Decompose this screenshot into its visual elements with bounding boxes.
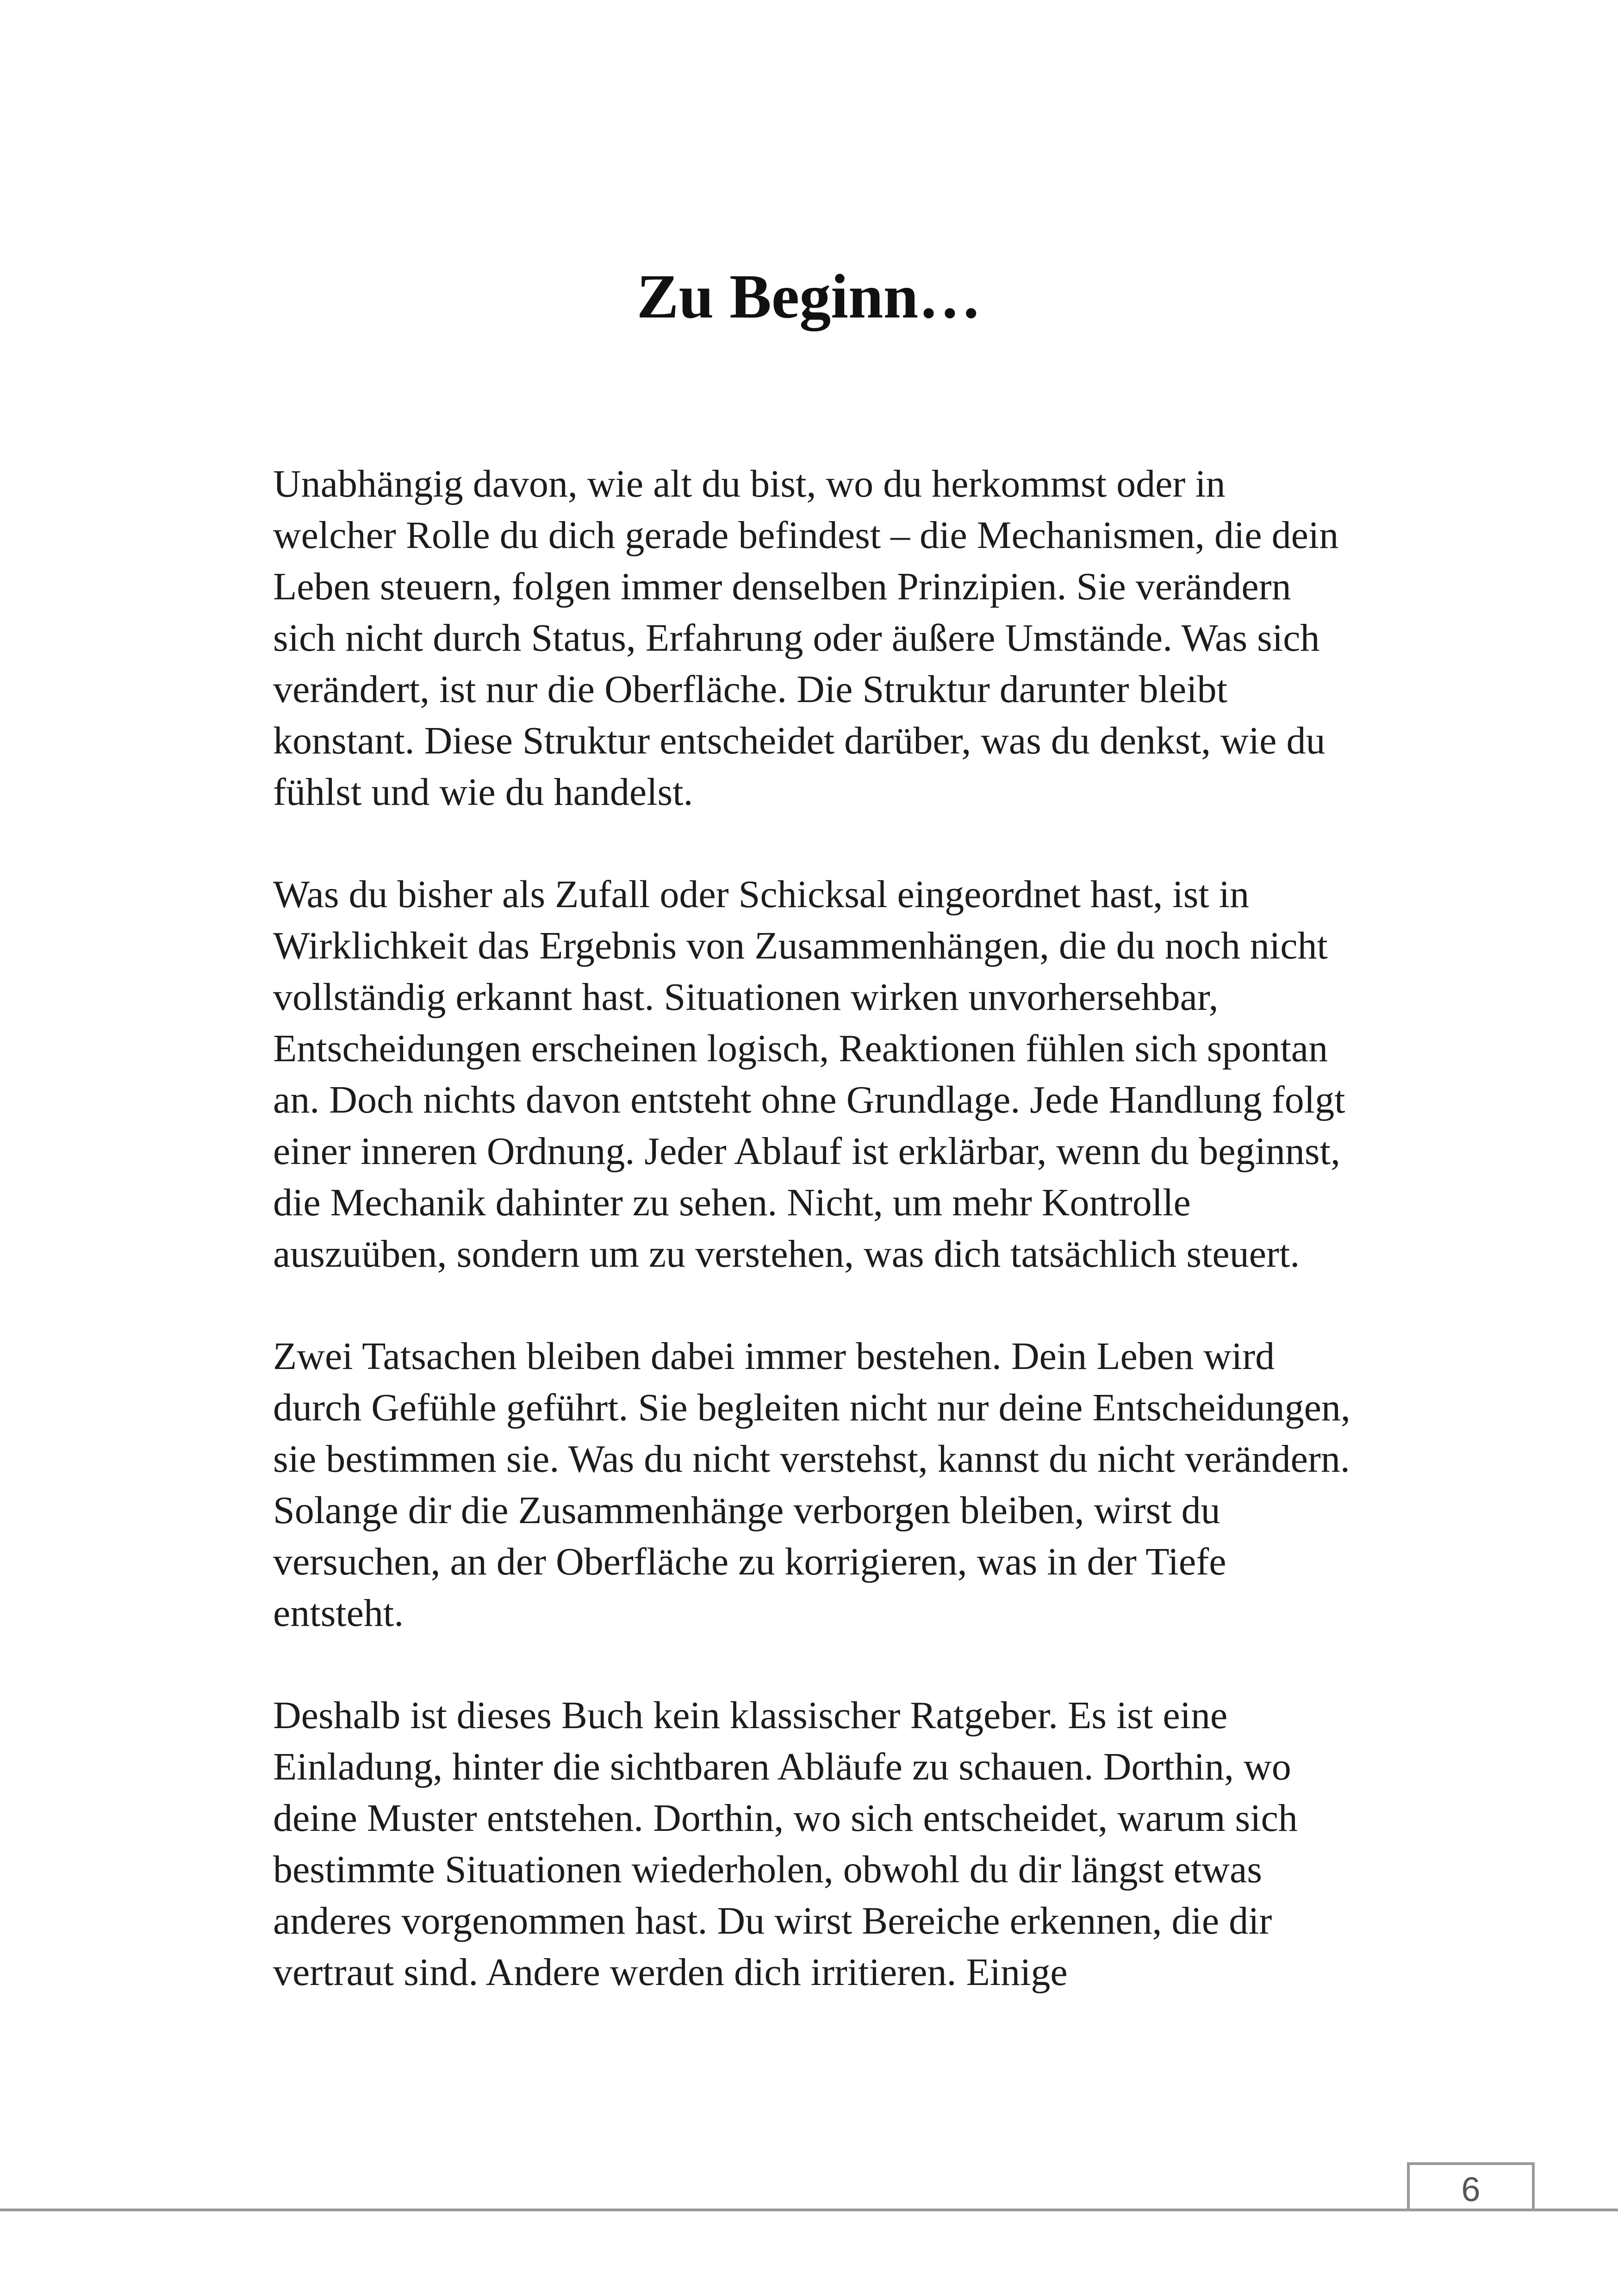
footer-rule <box>0 2209 1618 2211</box>
page-number: 6 <box>1461 2170 1481 2209</box>
paragraph: Deshalb ist dieses Buch kein klassischer Ratgeber. Es ist eine Einladung, hinter die sichtbaren Abläufe zu schauen. Dorthin, wo deine Muster entstehen. Dorthin, wo sich entscheidet, warum sich bestimmte Situationen wiederholen, obwohl du dir längst etwas anderes vorgenommen hast. Du wirst Bereiche erkennen, die dir vertraut sind. Andere werden dich irritieren. Einige <box>273 1694 1298 1994</box>
paragraph: Unabhängig davon, wie alt du bist, wo du herkommst oder in welcher Rolle du dich gerade befindest – die Mechanismen, die dein Leben steuern, folgen immer denselben Prinzipien. Sie verändern sich nicht durch Status, Erfahrung oder äußere Umstände. Was sich verändert, ist nur die Oberfläche. Die Struktur darunter bleibt konstant. Diese Struktur entscheidet darüber, was du denkst, wie du fühlst und wie du handelst. <box>273 462 1339 814</box>
paragraph: Was du bisher als Zufall oder Schicksal eingeordnet hast, ist in Wirklichkeit das Ergebnis von Zusammenhängen, die du noch nicht vollständig erkannt hast. Situationen wirken unvorhersehbar, Entscheidungen erscheinen logisch, Reaktionen fühlen sich spontan an. Doch nichts davon entsteht ohne Grundlage. Jede Handlung folgt einer inneren Ordnung. Jeder Ablauf ist erklärbar, wenn du beginnst, die Mechanik dahinter zu sehen. Nicht, um mehr Kontrolle auszuüben, sondern um zu verstehen, was dich tatsächlich steuert. <box>273 873 1345 1276</box>
paragraph: Zwei Tatsachen bleiben dabei immer bestehen. Dein Leben wird durch Gefühle geführt. Sie begleiten nicht nur deine Entscheidungen, sie bestimmen sie. Was du nicht verstehst, kannst du nicht verändern. Solange dir die Zusammenhänge verborgen bleiben, wirst du versuchen, an der Oberfläche zu korrigieren, was in der Tiefe entsteht. <box>273 1335 1350 1635</box>
chapter-title: Zu Beginn… <box>636 262 982 331</box>
body-text <box>273 458 1351 2049</box>
page-number-tab <box>1407 2162 1535 2209</box>
